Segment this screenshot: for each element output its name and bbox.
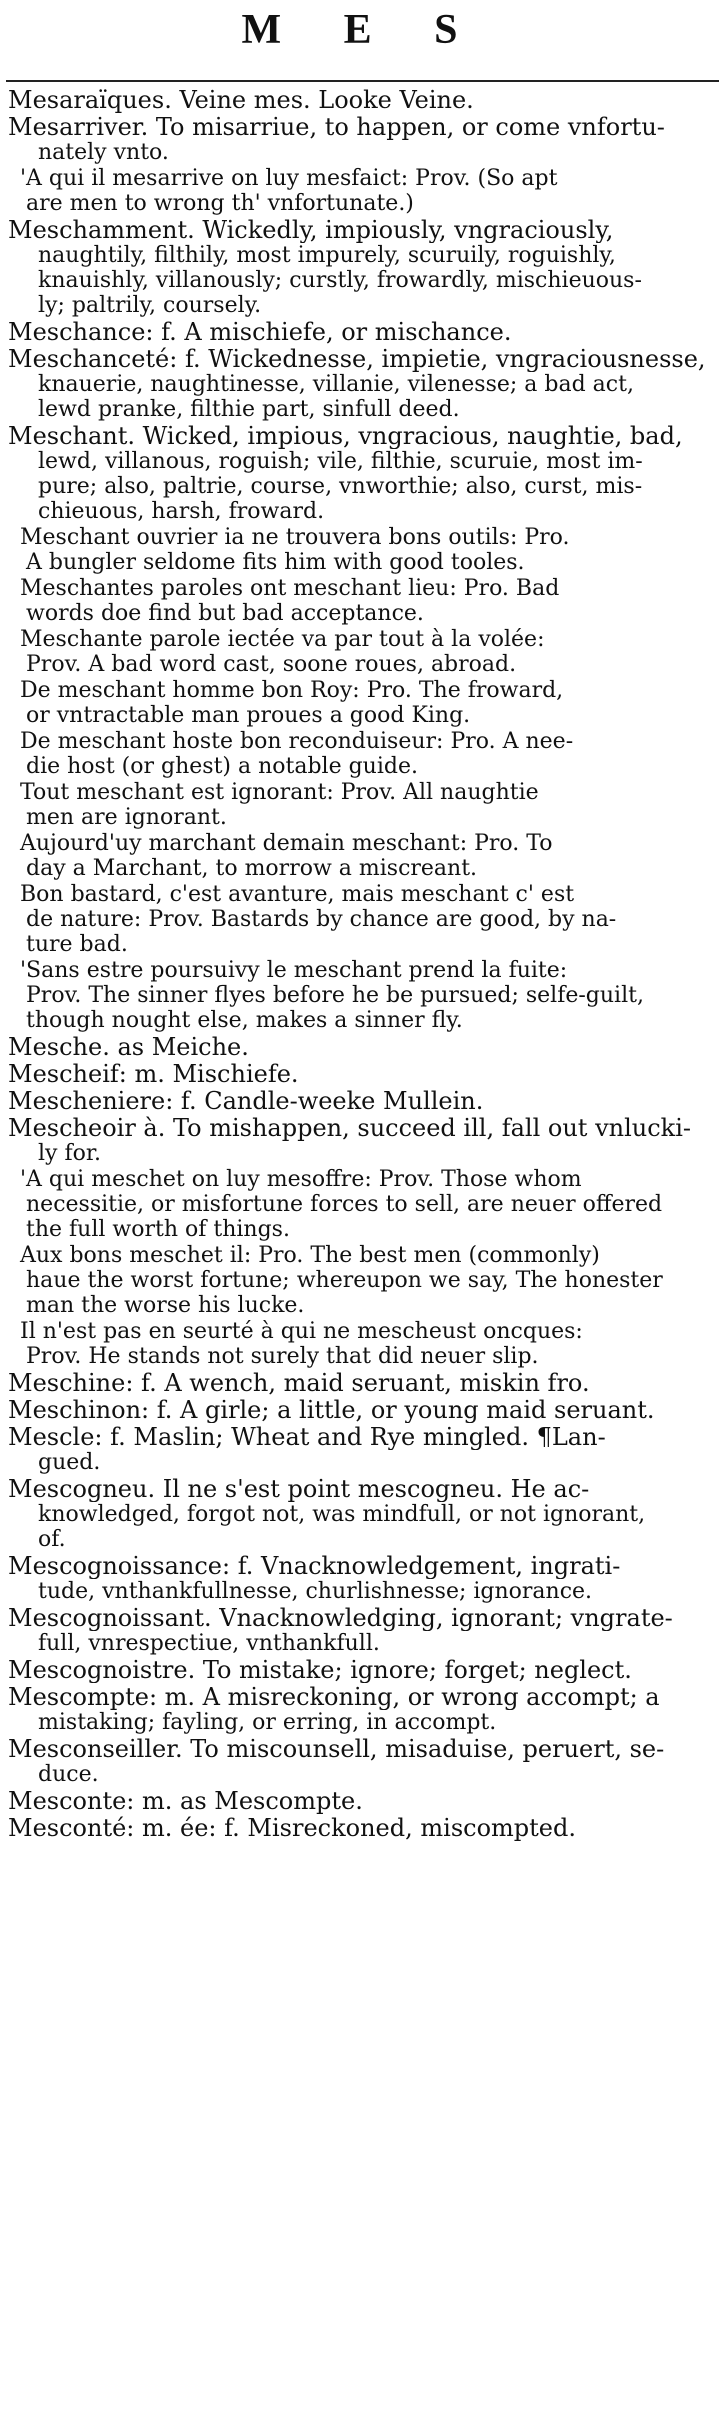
entry-line: Mescognoistre. To mistake; ignore; forget; neglect.: [8, 1658, 632, 1683]
entry-line: ly; paltrily, coursely.: [38, 293, 262, 318]
entry-line: lewd pranke, filthie part, sinfull deed.: [38, 397, 460, 422]
proverb-entry: [8, 525, 720, 575]
entry-line: the full worth of things.: [26, 1217, 290, 1242]
dictionary-entry: [8, 424, 720, 524]
entry-line: 'A qui il mesarrive on luy mesfaict: Prov. (So apt: [20, 166, 558, 191]
proverb-entry: [8, 882, 720, 957]
dictionary-entry: [8, 1425, 720, 1475]
entry-line: day a Marchant, to morrow a miscreant.: [26, 856, 478, 881]
dictionary-entry: [8, 218, 720, 318]
entry-line: Mescheniere: f. Candle-weeke Mullein.: [8, 1089, 484, 1114]
entry-line: Meschantes paroles ont meschant lieu: Pro. Bad: [20, 576, 560, 601]
entry-line: lewd, villanous, roguish; vile, filthie, scuruie, most im-: [38, 449, 643, 474]
dictionary-entry: [8, 320, 720, 345]
entry-line: Meschanceté: f. Wickednesse, impietie, vngraciousnesse,: [8, 347, 706, 372]
entry-line: Meschant. Wicked, impious, vngracious, naughtie, bad,: [8, 424, 683, 449]
proverb-entry: [8, 627, 720, 677]
entry-line: full, vnrespectiue, vnthankfull.: [38, 1631, 380, 1656]
entry-line: Mesconté: m. ée: f. Misreckoned, miscompted.: [8, 1816, 576, 1841]
entry-line: though nought else, makes a sinner fly.: [26, 1008, 463, 1033]
entry-line: gued.: [38, 1450, 101, 1475]
dictionary-entry: [8, 1789, 720, 1814]
entry-line: or vntractable man proues a good King.: [26, 703, 471, 728]
proverb-entry: [8, 166, 720, 216]
entry-line: chieuous, harsh, froward.: [38, 499, 325, 524]
entry-line: naughtily, filthily, most impurely, scuruily, roguishly,: [38, 243, 616, 268]
entry-line: tude, vnthankfullnesse, churlishnesse; ignorance.: [38, 1579, 593, 1604]
entry-line: Il n'est pas en seurté à qui ne mescheust oncques:: [20, 1319, 583, 1344]
entry-line: pure; also, paltrie, course, vnworthie; also, curst, mis-: [38, 474, 643, 499]
header-rule: [6, 80, 719, 82]
entry-line: Bon bastard, c'est avanture, mais meschant c' est: [20, 882, 575, 907]
dictionary-entry: [8, 88, 720, 113]
entry-line: 'A qui meschet on luy mesoffre: Prov. Those whom: [20, 1167, 582, 1192]
entry-line: Mesaraïques. Veine mes. Looke Veine.: [8, 88, 474, 113]
dictionary-entry: [8, 1035, 720, 1060]
entry-line: Meschant ouvrier ia ne trouvera bons outils: Pro.: [20, 525, 570, 550]
entry-line: Meschance: f. A mischiefe, or mischance.: [8, 320, 512, 345]
proverb-entry: [8, 1319, 720, 1369]
entry-line: knowledged, forgot not, was mindfull, or not ignorant,: [38, 1502, 646, 1527]
dictionary-entry: [8, 1089, 720, 1114]
entry-line: Mescompte: m. A misreckoning, or wrong accompt; a: [8, 1685, 660, 1710]
dictionary-entry: [8, 1554, 720, 1604]
dictionary-entry: [8, 347, 720, 422]
entry-line: De meschant homme bon Roy: Pro. The froward,: [20, 678, 564, 703]
entry-line: die host (or ghest) a notable guide.: [26, 754, 418, 779]
entry-line: de nature: Prov. Bastards by chance are good, by na-: [26, 907, 617, 932]
entry-line: haue the worst fortune; whereupon we say, The honester: [26, 1268, 663, 1293]
entry-line: Mesconseiller. To miscounsell, misaduise, peruert, se-: [8, 1737, 665, 1762]
entry-line: Meschamment. Wickedly, impiously, vngraciously,: [8, 218, 614, 243]
proverb-entry: [8, 729, 720, 779]
dictionary-entry: [8, 1816, 720, 1841]
entry-line: Meschinon: f. A girle; a little, or young maid seruant.: [8, 1398, 655, 1423]
page-header: M E S: [241, 7, 484, 53]
entry-line: Mescle: f. Maslin; Wheat and Rye mingled. ¶Lan-: [8, 1425, 606, 1450]
entry-line: ly for.: [38, 1141, 101, 1166]
dictionary-entry: [8, 1477, 720, 1552]
entry-line: Mesconte: m. as Mescompte.: [8, 1789, 363, 1814]
entry-line: De meschant hoste bon reconduiseur: Pro. A nee-: [20, 729, 574, 754]
entry-line: knauishly, villanously; curstly, frowardly, mischieuous-: [38, 268, 642, 293]
entry-line: Mescognoissance: f. Vnacknowledgement, ingrati-: [8, 1554, 621, 1579]
proverb-entry: [8, 576, 720, 626]
proverb-entry: [8, 1243, 720, 1318]
entry-line: Mesarriver. To misarriue, to happen, or come vnfortu-: [8, 115, 665, 140]
entry-line: Aux bons meschet il: Pro. The best men (commonly): [20, 1243, 600, 1268]
proverb-entry: [8, 831, 720, 881]
entry-line: necessitie, or misfortune forces to sell, are neuer offered: [26, 1192, 663, 1217]
entry-line: words doe find but bad acceptance.: [26, 601, 424, 626]
entry-line: Mescogneu. Il ne s'est point mescogneu. He ac-: [8, 1477, 590, 1502]
entry-line: of.: [38, 1527, 66, 1552]
proverb-entry: [8, 1167, 720, 1242]
entry-line: man the worse his lucke.: [26, 1293, 305, 1318]
entry-line: Mescheoir à. To mishappen, succeed ill, fall out vnlucki-: [8, 1116, 691, 1141]
entry-line: Prov. He stands not surely that did neuer slip.: [26, 1344, 539, 1369]
entry-line: ture bad.: [26, 932, 128, 957]
entry-line: Mesche. as Meiche.: [8, 1035, 249, 1060]
entry-line: Meschante parole iectée va par tout à la volée:: [20, 627, 545, 652]
entry-line: Aujourd'uy marchant demain meschant: Pro. To: [20, 831, 553, 856]
proverb-entry: [8, 780, 720, 830]
dictionary-entry: [8, 1737, 720, 1787]
dictionary-entry: [8, 1398, 720, 1423]
entry-line: nately vnto.: [38, 140, 169, 165]
dictionary-entry: [8, 1606, 720, 1656]
entry-line: men are ignorant.: [26, 805, 227, 830]
dictionary-entry: [8, 1685, 720, 1735]
dictionary-entry: [8, 1658, 720, 1683]
entry-line: Prov. A bad word cast, soone roues, abroad.: [26, 652, 517, 677]
entry-line: are men to wrong th' vnfortunate.): [26, 191, 414, 216]
entry-line: duce.: [38, 1762, 99, 1787]
entry-line: Mescognoissant. Vnacknowledging, ignorant; vngrate-: [8, 1606, 673, 1631]
proverb-entry: [8, 958, 720, 1033]
dictionary-entry: [8, 1371, 720, 1396]
entry-line: Mescheif: m. Mischiefe.: [8, 1062, 299, 1087]
entry-line: Meschine: f. A wench, maid seruant, miskin fro.: [8, 1371, 590, 1396]
entry-line: 'Sans estre poursuivy le meschant prend la fuite:: [20, 958, 568, 983]
entry-line: knauerie, naughtinesse, villanie, vilenesse; a bad act,: [38, 372, 634, 397]
dictionary-entry: [8, 115, 720, 165]
dictionary-entry: [8, 1062, 720, 1087]
entry-line: mistaking; fayling, or erring, in accompt.: [38, 1710, 497, 1735]
entry-line: Tout meschant est ignorant: Prov. All naughtie: [20, 780, 539, 805]
proverb-entry: [8, 678, 720, 728]
entry-line: Prov. The sinner flyes before he be pursued; selfe-guilt,: [26, 983, 644, 1008]
dictionary-entry: [8, 1116, 720, 1166]
entry-line: A bungler seldome fits him with good tooles.: [26, 550, 525, 575]
